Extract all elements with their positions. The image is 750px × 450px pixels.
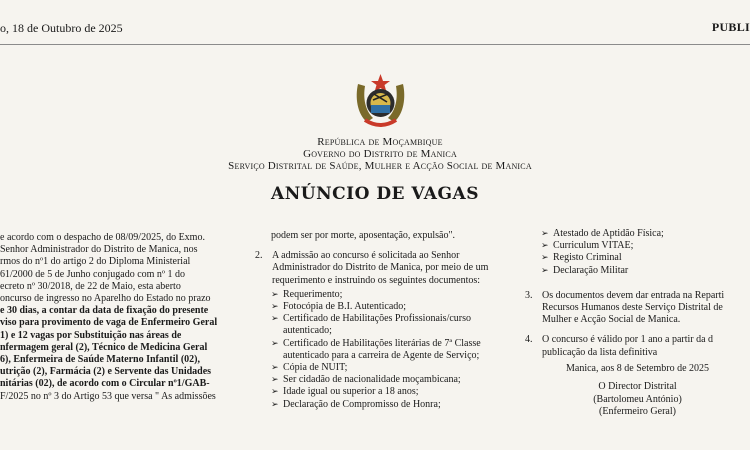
col1-line: nfermagem geral (2), Técnico de Medicina Geral bbox=[0, 341, 208, 353]
list-item: ➢ Declaração de Compromisso de Honra; bbox=[271, 399, 515, 411]
col1-line: utrição (2), Farmácia (2) e Servente das Unidades bbox=[0, 366, 212, 378]
signature-block bbox=[525, 363, 750, 419]
signer-role: O Director Distrital bbox=[598, 381, 677, 393]
list-item: ➢ Certificado de Habilitações Profissionais/curso autenticado; bbox=[271, 313, 515, 337]
publication-name: PUBLI bbox=[711, 20, 750, 34]
item-number: 3. bbox=[525, 289, 533, 301]
text-column-2 bbox=[255, 230, 515, 411]
documents-list bbox=[255, 289, 515, 411]
col1-line: ecreto nº 30/2018, de 22 de Maio, esta aberto bbox=[0, 280, 181, 292]
text-column-3 bbox=[525, 228, 750, 419]
col1-line: F/2025 no nº 3 do Artigo 53 que versa " As admissões bbox=[0, 390, 216, 402]
signer-name: (Bartolomeu António) bbox=[593, 393, 682, 405]
list-item: ➢ Cópia de NUIT; bbox=[271, 362, 515, 374]
col1-line: 61/2000 de 5 de Junho conjugado com nº 1 do bbox=[0, 268, 186, 280]
col1-line: 6), Enfermeira de Saúde Materno Infantil (02), bbox=[0, 354, 200, 366]
mozambique-coat-of-arms-icon bbox=[353, 72, 408, 132]
list-item: ➢ Atestado de Aptidão Física; bbox=[541, 228, 750, 240]
item-text: Os documentos devem dar entrada na Reparti Recursos Humanos deste Serviço Distrital de Mulher e Acção Social de Manica. bbox=[542, 289, 725, 326]
col1-line: viso para provimento de vaga de Enfermeiro Geral bbox=[0, 317, 218, 329]
col1-line: 1) e 12 vagas por Substituição nas áreas de bbox=[0, 329, 182, 341]
item-2 bbox=[255, 250, 515, 287]
issuer-country: República de Moçambique bbox=[317, 136, 443, 148]
col2-continuation: podem ser por morte, aposentação, expulsão". bbox=[271, 230, 456, 241]
item-number: 2. bbox=[255, 250, 263, 262]
col1-line: e acordo com o despacho de 08/09/2025, do Exmo. bbox=[0, 232, 205, 243]
issuer-block bbox=[190, 136, 570, 172]
text-column-1 bbox=[0, 232, 240, 403]
list-item: ➢ Declaração Militar bbox=[541, 265, 750, 277]
signer-title: (Enfermeiro Geral) bbox=[599, 406, 676, 418]
list-item: ➢ Curriculum VITAE; bbox=[541, 240, 750, 252]
page-header-bar bbox=[0, 0, 750, 45]
issue-date: o, 18 de Outubro de 2025 bbox=[0, 21, 123, 35]
col1-line: e 30 dias, a contar da data de fixação do presente bbox=[0, 305, 209, 317]
list-item: ➢ Ser cidadão de nacionalidade moçambicana; bbox=[271, 374, 515, 386]
list-item: ➢ Registo Criminal bbox=[541, 252, 750, 264]
col1-line: Senhor Administrador do Distrito de Manica, nos bbox=[0, 244, 198, 256]
col1-line: nitárias (02), de acordo com o Circular nº1/GAB- bbox=[0, 378, 210, 390]
list-item: ➢ Idade igual ou superior a 18 anos; bbox=[271, 386, 515, 398]
announcement-title: ANÚNCIO DE VAGAS bbox=[271, 184, 479, 204]
place-date: Manica, aos 8 de Setembro de 2025 bbox=[565, 362, 710, 374]
item-text: O concurso é válido por 1 ano a partir da d publicação da lista definitiva bbox=[542, 334, 714, 358]
issuer-service: Serviço Distrital de Saúde, Mulher e Acção Social de Manica bbox=[228, 160, 532, 172]
list-item: ➢ Fotocópia de B.I. Autenticado; bbox=[271, 301, 515, 313]
item-4 bbox=[525, 334, 750, 358]
item-text: A admissão ao concurso é solicitada ao Senhor Administrador do Distrito de Manica, por meio de um requerimento e instruindo os seguintes documentos: bbox=[272, 250, 489, 286]
documents-list-continued bbox=[525, 228, 750, 277]
issuer-government: Governo do Distrito de Manica bbox=[303, 148, 457, 160]
list-item: ➢ Requerimento; bbox=[271, 289, 515, 301]
item-number: 4. bbox=[525, 334, 533, 346]
col1-line: rmos do nº1 do artigo 2 do Diploma Ministerial bbox=[0, 256, 191, 268]
item-3 bbox=[525, 290, 750, 327]
list-item: ➢ Certificado de Habilitações literárias de 7ª Classe autenticado para a carreira de Agente de Serviço; bbox=[271, 338, 515, 362]
col1-line: oncurso de ingresso no Aparelho do Estado no prazo bbox=[0, 293, 211, 305]
